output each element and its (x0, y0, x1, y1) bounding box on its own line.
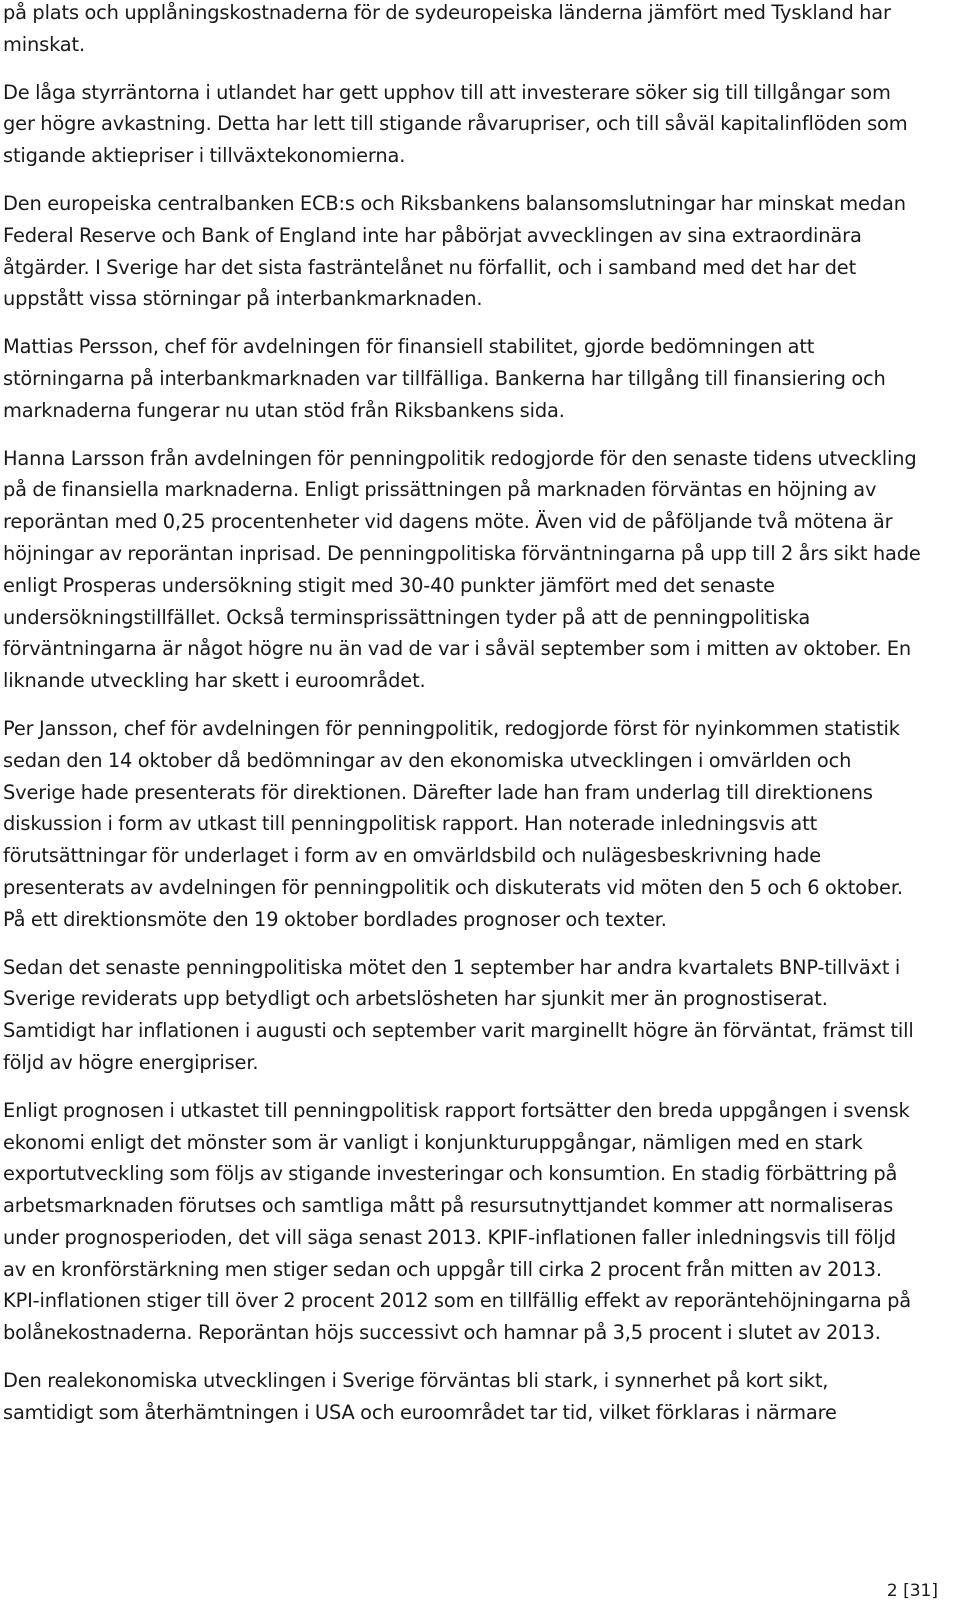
paragraph-1: på plats och upplåningskostnaderna för de sydeuropeiska länderna jämfört med Tyskland har minskat. (3, 1, 891, 56)
paragraph-6: Per Jansson, chef för avdelningen för penningpolitik, redogjorde först för nyinkommen statistik sedan den 14 oktober då bedömningar av den ekonomiska utvecklingen i omvärlden och Sverige hade presenterats för direktionen. Därefter lade han fram underlag till direktionens diskussion i form av utkast till penningpolitisk rapport. Han noterade inledningsvis att förutsättningar för underlaget i form av en omvärldsbild och nulägesbeskrivning hade presenterats av avdelningen för penningpolitik och diskuterats vid möten den 5 och 6 oktober. På ett direktionsmöte den 19 oktober bordlades prognoser och texter. (3, 716, 903, 931)
paragraph-5: Hanna Larsson från avdelningen för penningpolitik redogjorde för den senaste tidens utveckling på de finansiella marknaderna. Enligt prissättningen på marknaden förväntas en höjning av reporäntan med 0,25 procentenheter vid dagens möte. Även vid de påföljande två mötena är höjningar av reporäntan inprisad. De penningpolitiska förväntningarna på upp till 2 års sikt hade enligt Prosperas undersökning stigit med 30-40 punkter jämfört med det senaste undersökningstillfället. Också terminsprissättningen tyder på att de penningpolitiska förväntningarna är något högre nu än vad de var i såväl september som i mitten av oktober. En liknande utveckling har skett i euroområdet. (3, 446, 921, 693)
document-page (3, 0, 923, 1429)
paragraph-4: Mattias Persson, chef för avdelningen för finansiell stabilitet, gjorde bedömningen att störningarna på interbankmarknaden var tillfälliga. Bankerna har tillgång till finansiering och marknaderna fungerar nu utan stöd från Riksbankens sida. (3, 335, 886, 422)
paragraph-2: De låga styrräntorna i utlandet har gett upphov till att investerare söker sig till tillgångar som ger högre avkastning. Detta har lett till stigande råvarupriser, och till såväl kapitalinflöden som stigande aktiepriser i tillväxtekonomierna. (3, 80, 908, 168)
page-number: 2 [31] (886, 1581, 938, 1601)
paragraph-9: Den realekonomiska utvecklingen i Sverige förväntas bli stark, i synnerhet på kort sikt, samtidigt som återhämtningen i USA och euroområdet tar tid, vilket förklaras i närmare (3, 1369, 837, 1424)
paragraph-8: Enligt prognosen i utkastet till penningpolitisk rapport fortsätter den breda uppgången i svensk ekonomi enligt det mönster som är vanligt i konjunkturuppgångar, nämligen med en stark exportutveckling som följs av stigande investeringar och konsumtion. En stadig förbättring på arbetsmarknaden förutses och samtliga mått på resursutnyttjandet kommer att normaliseras under prognosperioden, det vill säga senast 2013. KPIF-inflationen faller inledningsvis till följd av en kronförstärkning men stiger sedan och uppgår till cirka 2 procent från mitten av 2013. KPI-inflationen stiger till över 2 procent 2012 som en tillfällig effekt av reporäntehöjningarna på bolånekostnaderna. Reporäntan höjs successivt och hamnar på 3,5 procent i slutet av 2013. (3, 1098, 911, 1345)
paragraph-7: Sedan det senaste penningpolitiska mötet den 1 september har andra kvartalets BNP-tillväxt i Sverige reviderats upp betydligt och arbetslösheten har sjunkit mer än prognostiserat. Samtidigt har inflationen i augusti och september varit marginellt högre än förväntat, främst till följd av högre energipriser. (3, 955, 914, 1074)
paragraph-3: Den europeiska centralbanken ECB:s och Riksbankens balansomslutningar har minskat medan Federal Reserve och Bank of England inte har påbörjat avvecklingen av sina extraordinära åtgärder. I Sverige har det sista fasträntelånet nu förfallit, och i samband med det har det uppstått vissa störningar på interbankmarknaden. (3, 191, 906, 311)
